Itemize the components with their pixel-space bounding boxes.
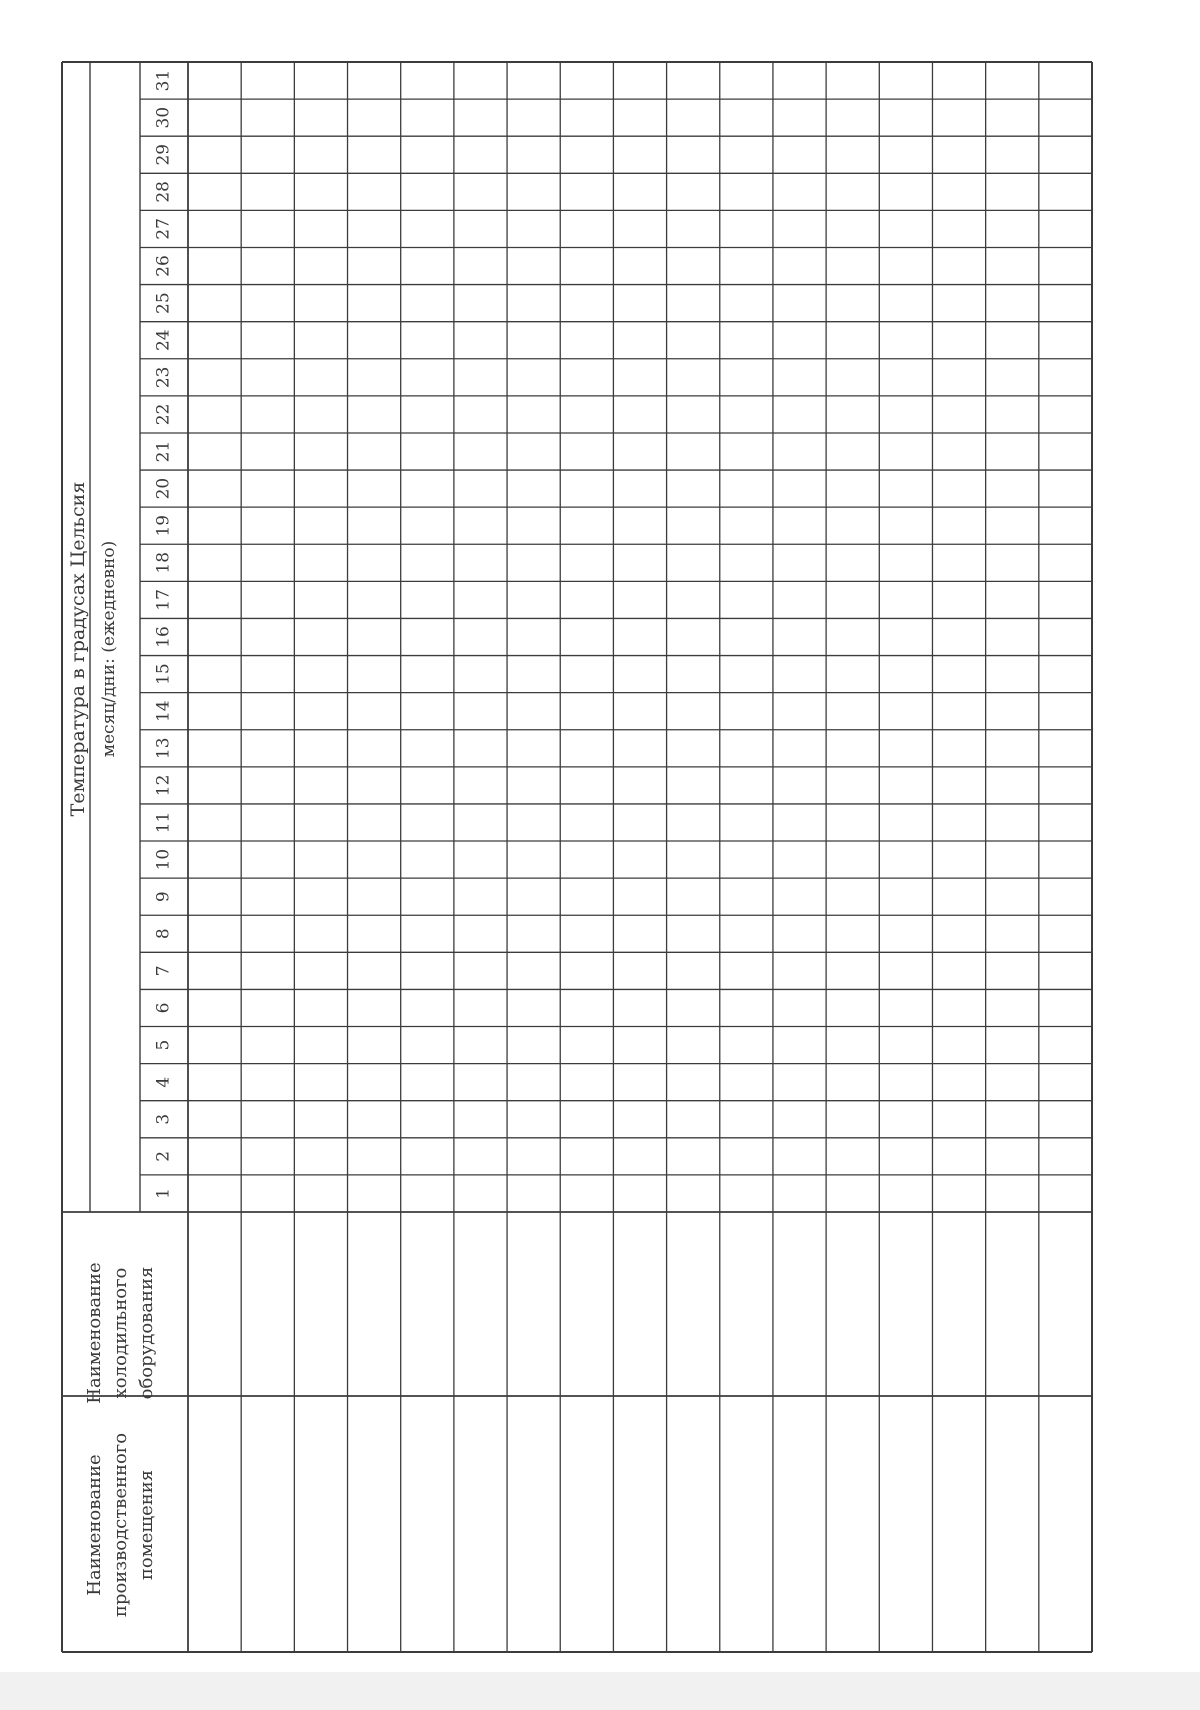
day-number-labels [154, 70, 174, 1199]
day-number-label: 27 [153, 218, 174, 240]
day-number-label: 22 [153, 403, 174, 426]
day-number-label: 13 [153, 737, 174, 760]
day-number-label: 8 [153, 928, 174, 940]
day-number-label: 16 [153, 626, 174, 648]
day-number-label: 10 [153, 848, 174, 871]
day-number-label: 30 [153, 106, 174, 129]
room-name-header-line3: помещения [136, 1469, 157, 1581]
day-number-label: 29 [153, 143, 174, 166]
temperature-header: Температура в градусах Цельсия [67, 481, 89, 817]
day-number-label: 1 [153, 1188, 174, 1199]
day-number-label: 4 [153, 1076, 174, 1088]
equipment-name-header-line3: оборудования [136, 1266, 157, 1400]
day-number-label: 26 [153, 255, 174, 277]
day-number-label: 2 [153, 1150, 174, 1162]
day-number-label: 14 [153, 700, 174, 723]
day-number-label: 7 [153, 965, 174, 977]
equipment-name-header [84, 1262, 157, 1403]
equipment-name-header-line1: Наименование [84, 1262, 105, 1404]
room-name-header-line1: Наименование [84, 1454, 105, 1596]
day-number-label: 31 [153, 69, 174, 92]
equipment-name-header-line2: холодильного [110, 1267, 131, 1399]
table-grid [62, 62, 1092, 1652]
day-number-label: 23 [153, 366, 174, 389]
day-number-label: 21 [153, 440, 174, 463]
room-name-header-line2: производственного [110, 1432, 131, 1618]
bottom-margin [0, 1672, 1200, 1710]
day-number-label: 6 [153, 1002, 174, 1014]
day-number-label: 11 [153, 811, 174, 834]
day-number-label: 5 [153, 1039, 174, 1051]
day-number-label: 3 [153, 1113, 174, 1125]
room-name-header [84, 1433, 157, 1617]
day-number-label: 25 [153, 292, 174, 314]
day-number-label: 28 [153, 181, 174, 203]
day-number-label: 15 [153, 663, 174, 685]
day-number-label: 18 [153, 551, 174, 574]
days-header: месяц/дни: (ежедневно) [99, 540, 119, 758]
day-number-label: 24 [153, 329, 174, 352]
day-number-label: 12 [153, 774, 174, 797]
day-number-label: 20 [153, 477, 174, 500]
day-number-label: 17 [153, 589, 174, 611]
day-number-label: 9 [153, 891, 174, 903]
day-number-label: 19 [153, 514, 174, 537]
